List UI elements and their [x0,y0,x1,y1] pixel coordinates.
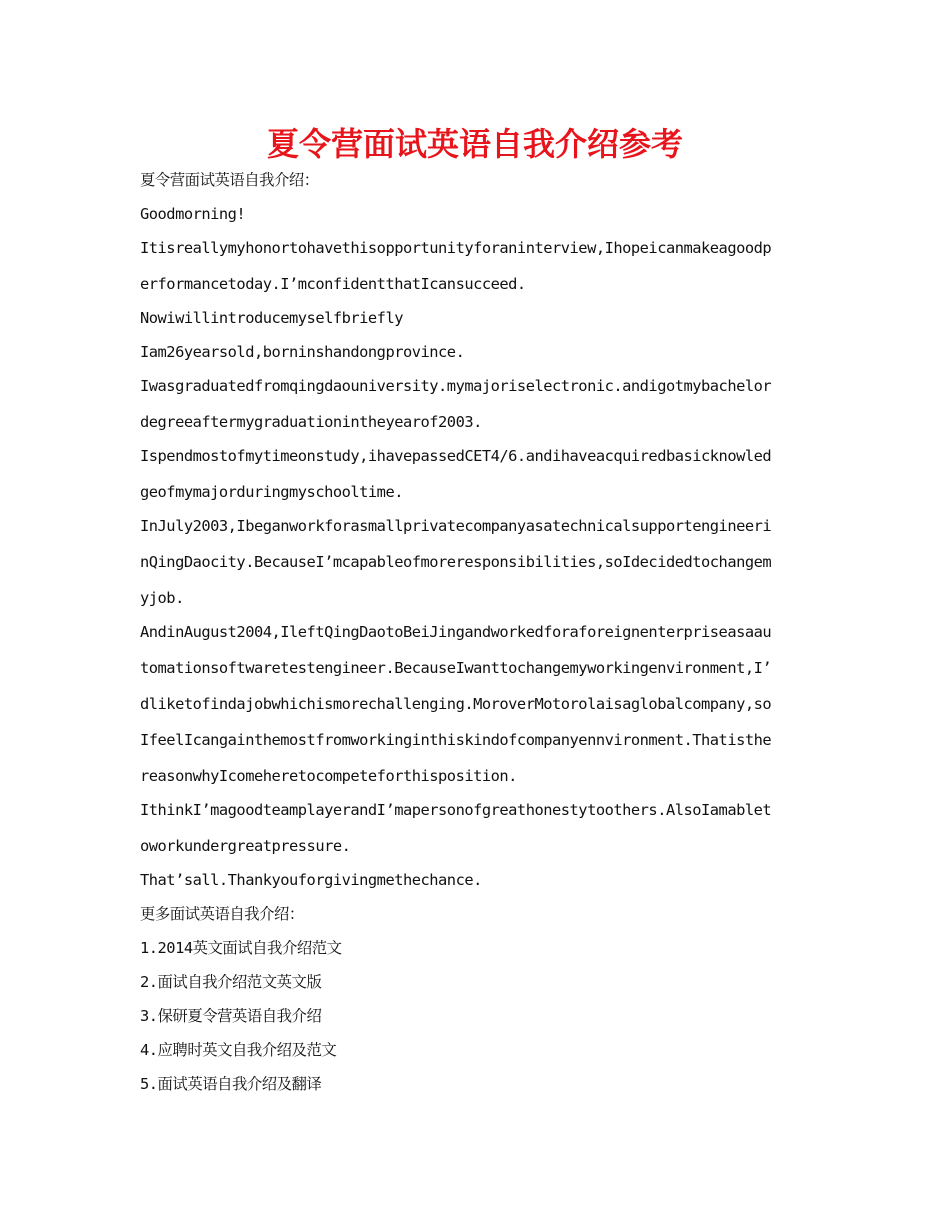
text-line: That’sall.Thankyouforgivingmethechance. [140,871,482,889]
text-line: Itisreallymyhonortohavethisopportunityforaninterview,Ihopeicanmakeagoodp [140,239,772,257]
text-line: Goodmorning! [140,205,246,223]
text-line: Iam26yearsold,borninshandongprovince. [140,343,465,361]
text-line: dliketofindajobwhichismorechallenging.MoroverMotorolaisaglobalcompany,so [140,695,772,713]
text-line: oworkundergreatpressure. [140,837,351,855]
text-line: erformancetoday.I’mconfidentthatIcansucceed. [140,275,526,293]
text-line: geofmymajorduringmyschooltime. [140,483,403,501]
intro-heading: 夏令营面试英语自我介绍： [140,171,319,189]
related-link-item: 3.保研夏令营英语自我介绍 [140,1007,322,1025]
text-line: Ispendmostofmytimeonstudy,ihavepassedCET4/6.andihaveacquiredbasicknowled [140,447,772,465]
text-line: IthinkI’magoodteamplayerandI’mapersonofgreathonestytoothers.AlsoIamablet [140,801,772,819]
text-line: IfeelIcangainthemostfromworkinginthiskindofcompanyennvironment.Thatisthe [140,731,772,749]
text-line: nQingDaocity.BecauseI’mcapableofmoreresponsibilities,soIdecidedtochangem [140,553,772,571]
text-line: reasonwhyIcomeheretocompeteforthisposition. [140,767,517,785]
related-link-item: 2.面试自我介绍范文英文版 [140,973,322,991]
related-link-item: 4.应聘时英文自我介绍及范文 [140,1041,337,1059]
document-title: 夏令营面试英语自我介绍参考 [266,125,683,163]
document-body [140,166,816,1104]
text-line: AndinAugust2004,IleftQingDaotoBeiJingandworkedforaforeignenterpriseasaau [140,623,772,641]
text-line: Iwasgraduatedfromqingdaouniversity.mymajoriselectronic.andigotmybachelor [140,377,772,395]
more-heading: 更多面试英语自我介绍： [140,905,304,923]
text-line: tomationsoftwaretestengineer.BecauseIwanttochangemyworkingenvironment,I’ [140,659,772,677]
related-link-item: 5.面试英语自我介绍及翻译 [140,1075,322,1093]
text-line: degreeaftermygraduationintheyearof2003. [140,413,482,431]
text-line: Nowiwillintroducemyselfbriefly [140,309,403,327]
related-link-item: 1.2014英文面试自我介绍范文 [140,939,342,957]
text-line: InJuly2003,Ibeganworkforasmallprivatecompanyasatechnicalsupportengineeri [140,517,772,535]
text-line: yjob. [140,589,184,607]
